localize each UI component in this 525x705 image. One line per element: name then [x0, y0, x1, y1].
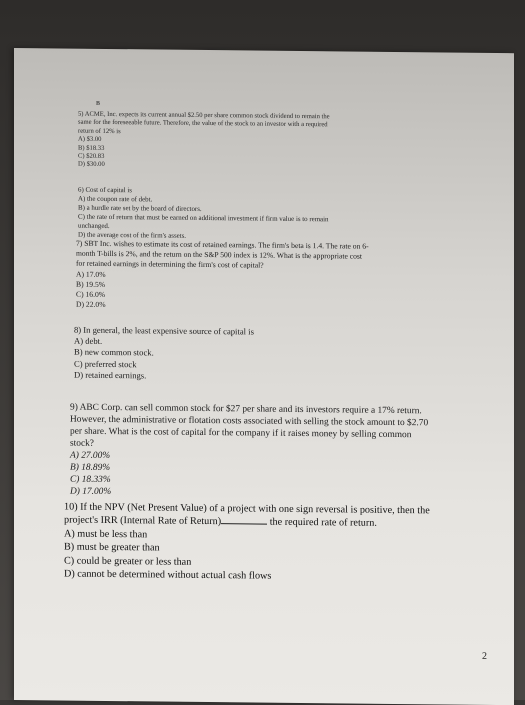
- question-9-option-c: C) 18.33%: [70, 474, 111, 486]
- question-6-option-c: C) the rate of return that must be earned on additional investment if firm value is to remain: [78, 213, 329, 224]
- question-6: [78, 186, 448, 244]
- question-7-option-b: B) 19.5%: [76, 279, 106, 289]
- question-5: [78, 111, 438, 174]
- question-7-option-c: C) 16.0%: [76, 289, 106, 299]
- question-9-text-line-4: stock?: [70, 438, 94, 449]
- question-6-option-b: B) a hurdle rate set by the board of directors.: [78, 204, 202, 213]
- question-9-text-line-1: 9) ABC Corp. can sell common stock for $27 per share and its investors require a 17% return.: [70, 402, 422, 417]
- question-6-option-c-cont: unchanged.: [78, 222, 110, 231]
- page-content: [14, 48, 514, 705]
- question-10-option-d: D) cannot be determined without actual cash flows: [64, 568, 272, 582]
- question-10-text-line-2b: the required rate of return.: [269, 517, 377, 530]
- question-10: [64, 501, 464, 586]
- question-5-option-b: B) $18.33: [78, 144, 105, 152]
- question-8-text-line-1: 8) In general, the least expensive source of capital is: [74, 324, 254, 337]
- question-10-option-a: A) must be less than: [64, 528, 148, 541]
- question-9-option-d: D) 17.00%: [70, 486, 112, 498]
- question-9-option-a: A) 27.00%: [70, 450, 111, 462]
- question-7-text-line-3: for retained earnings in determining the firm's cost of capital?: [76, 259, 264, 271]
- question-5-option-a: A) $3.00: [78, 135, 102, 144]
- question-5-text-line-1: 5) ACME, Inc. expects its current annual $2.50 per share common stock dividend to remain the: [78, 110, 330, 121]
- page-number: 2: [482, 650, 487, 662]
- question-8-option-c: C) preferred stock: [74, 358, 137, 369]
- question-5-text-line-3: return of 12% is: [78, 127, 121, 135]
- question-7-option-d: D) 22.0%: [76, 299, 106, 310]
- question-6-option-a: A) the coupon rate of debt.: [78, 195, 153, 204]
- answer-blank: [221, 516, 267, 525]
- question-9-text-line-2: However, the administrative or flotation costs associated with selling the stock amount to $2.70: [70, 414, 429, 429]
- question-5-text-line-2: same for the foreseeable future. Therefore, the value of the stock to an investor with a required: [78, 119, 328, 129]
- question-9-option-b: B) 18.89%: [70, 462, 111, 474]
- question-8-option-d: D) retained earnings.: [74, 369, 147, 381]
- page-mark: B: [96, 100, 101, 107]
- paper-sheet: [14, 48, 514, 705]
- question-6-text-line-1: 6) Cost of capital is: [78, 186, 132, 195]
- question-10-option-c: C) could be greater or less than: [64, 555, 192, 568]
- question-10-option-b: B) must be greater than: [64, 541, 160, 554]
- question-8-option-a: A) debt.: [74, 335, 103, 347]
- question-8: [74, 325, 454, 385]
- question-7-option-a: A) 17.0%: [76, 269, 106, 279]
- question-5-option-c: C) $20.83: [78, 152, 105, 160]
- question-9: [70, 402, 450, 502]
- question-7-text-line-2: month T-bills is 2%, and the return on the S&P 500 index is 12%. What is the appropriate cost: [76, 248, 362, 261]
- question-10-text-line-1: 10) If the NPV (Net Present Value) of a project with one sign reversal is positive, then the: [64, 501, 430, 517]
- question-7-text-line-1: 7) SBT Inc. wishes to estimate its cost of retained earnings. The firm's beta is 1.4. The rate on 6-: [76, 238, 369, 251]
- question-6-option-d: D) the average cost of the firm's assets.: [78, 231, 187, 240]
- question-10-text-line-2a: project's IRR (Internal Rate of Return): [64, 514, 222, 528]
- question-5-option-d: D) $30.00: [78, 161, 105, 169]
- question-7: [76, 239, 456, 314]
- question-8-option-b: B) new common stock.: [74, 347, 154, 358]
- question-9-text-line-3: per share. What is the cost of capital for the company if it raises money by selling common: [70, 426, 412, 441]
